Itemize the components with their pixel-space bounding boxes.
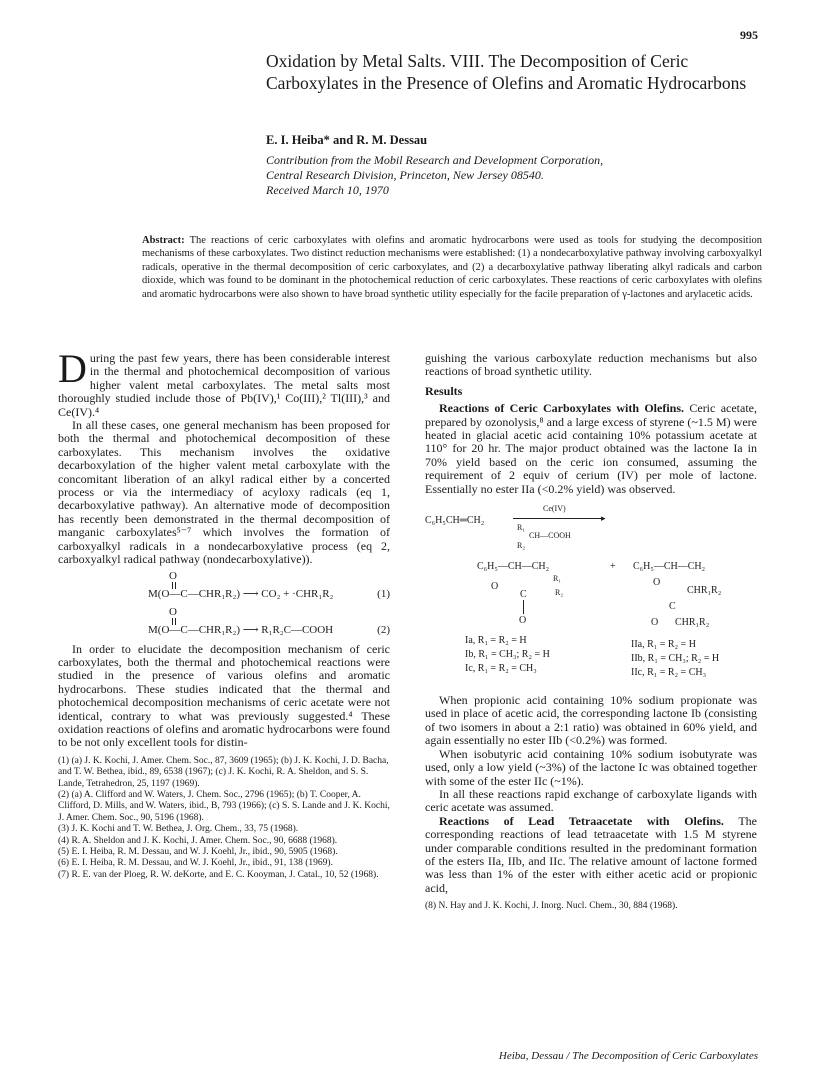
- scheme-reagent-r1: R₁: [517, 523, 526, 533]
- footnote-7: (7) R. E. van der Ploeg, R. W. deKorte, and E. C. Kooyman, J. Catal., 10, 52 (1968).: [58, 869, 379, 880]
- lactone-r2: R₂: [555, 588, 564, 598]
- article-title: Oxidation by Metal Salts. VIII. The Decomposition of Ceric Carboxylates in the Presence of Olefins and Aromatic Hydrocarbons: [266, 51, 747, 93]
- results-heading: Results: [425, 383, 463, 398]
- page-number: 995: [740, 28, 758, 42]
- intro-text-1: uring the past few years, there has been considerable interest in the thermal and photochemical decomposition of various higher valent metal carboxylates. The metal salts most thoroughly studied include those of Pb(IV),¹ Co(III),² Tl(III),³ and Ce(IV).⁴: [58, 351, 390, 419]
- subheading-lead-olefins: Reactions of Lead Tetraacetate with Olefins.: [439, 813, 724, 828]
- lactone-co-bond: [523, 600, 524, 614]
- eq1-carbonyl-o: O: [169, 569, 177, 582]
- ester-label-b: IIb, R₁ = CH₃; R₂ = H: [631, 653, 720, 665]
- abstract-label: Abstract:: [142, 235, 185, 246]
- footnote-1: (1) (a) J. K. Kochi, J. Amer. Chem. Soc., 87, 3609 (1965); (b) J. K. Kochi, J. D. Bacha, and T. W. Bethea, ibid., 89, 6538 (1967); (c) J. K. Kochi, R. A. Sheldon, and S. S. Lande, Tetrahedron, 25, 1197 (1969).: [58, 755, 389, 789]
- scheme-reagent-acid: CH—COOH: [529, 531, 571, 541]
- eq2-number: (2): [377, 623, 390, 636]
- abstract: [142, 234, 762, 301]
- lead-text: The corresponding reactions of lead tetraacetate with 1.5 M styrene under comparable conditions resulted in the predominant formation of the esters IIa, IIb, and IIc. The relative amount of lactone formed was less than 1% of the ester with either acetic acid or propionic acid,: [425, 813, 757, 895]
- footnote-5: (5) E. I. Heiba, R. M. Dessau, and W. J. Koehl, Jr., ibid., 90, 5905 (1968).: [58, 847, 338, 857]
- scheme-arrowhead: ▸: [601, 513, 606, 524]
- ester-c: C: [669, 601, 676, 613]
- scheme-reagent: Ce(IV): [543, 504, 566, 514]
- scheme-reagent-r2: R₂: [517, 541, 526, 551]
- ester-chr1: CHR₁R₂: [687, 585, 722, 597]
- ester-label-a: IIa, R₁ = R₂ = H: [631, 639, 696, 651]
- scheme-arrow: [513, 518, 605, 519]
- reaction-scheme: [425, 500, 757, 690]
- intro-paragraph-1: [58, 346, 390, 419]
- right-column: [425, 352, 757, 913]
- lactone-carbonyl-c: C: [520, 589, 527, 601]
- drop-cap: D: [58, 346, 87, 391]
- ester-label-c: IIc, R₁ = R₂ = CH₃: [631, 667, 707, 679]
- lactone-top: C₆H₅—CH—CH₂: [477, 561, 550, 573]
- scheme-plus: +: [610, 561, 616, 573]
- intro-paragraph-2: In all these cases, one general mechanism has been proposed for both the thermal and photochemical decomposition of these carboxylates. This mechanism involves the oxidative decarboxylation of the higher valent metal carboxylate with the concomitant liberation of an alkyl radical either by a concerted process or via the intermediacy of acyloxy radicals (eq 1, decarboxylative pathway). An alternative mode of decomposition has recently been demonstrated in the thermal decomposition of manganic carboxylates⁵⁻⁷ which involves the formation of carboxyalkyl radicals in a nondecarboxylative process (eq 2, carboxyalkyl radical pathway (nondecarboxylative)).: [58, 418, 390, 567]
- affiliation: [266, 153, 766, 198]
- affiliation-line-2: Central Research Division, Princeton, New Jersey 08540.: [266, 168, 544, 182]
- affiliation-line-1: Contribution from the Mobil Research and Development Corporation,: [266, 153, 604, 167]
- lactone-label-b: Ib, R₁ = CH₃; R₂ = H: [465, 649, 550, 661]
- authors: E. I. Heiba* and R. M. Dessau: [266, 133, 428, 147]
- equation-2: [58, 607, 390, 639]
- footnote-8: (8) N. Hay and J. K. Kochi, J. Inorg. Nucl. Chem., 30, 884 (1968).: [425, 901, 678, 912]
- running-footer: Heiba, Dessau / The Decomposition of Ceric Carboxylates: [498, 1050, 758, 1062]
- isobutyric-paragraph: When isobutyric acid containing 10% sodium isobutyrate was used, only a low yield (~3%) of the lactone Ic was obtained together with some of the ester IIc (~1%).: [425, 746, 757, 788]
- lead-paragraph: [425, 815, 757, 895]
- footnote-4: (4) R. A. Sheldon and J. K. Kochi, J. Amer. Chem. Soc., 90, 6688 (1968).: [58, 835, 338, 846]
- eq1-number: (1): [377, 587, 390, 600]
- footnote-3: (3) J. K. Kochi and T. W. Bethea, J. Org. Chem., 33, 75 (1968).: [58, 824, 299, 835]
- lactone-r1: R₁: [553, 574, 562, 584]
- ester-top: C₆H₅—CH—CH₂: [633, 561, 706, 573]
- scheme-reactant: C₆H₅CH═CH₂: [425, 515, 485, 527]
- ceric-olefin-text: Ceric acetate, prepared by ozonolysis,⁸ and a large excess of styrene (~1.5 M) were heated in glacial acetic acid containing 10% potassium acetate at 110° for 20 hr. The major product obtained was the lactone Ia in 70% yield based on the ceric ion consumed, assuming the requirement of 2 equiv of cerium (IV) per mole of lactone. Essentially no ester IIa (<0.2% yield) was observed.: [425, 401, 757, 496]
- footnote-6: (6) E. I. Heiba, R. M. Dessau, and W. J. Koehl, Jr., ibid., 91, 138 (1969).: [58, 858, 333, 869]
- ester-o1: O: [653, 577, 661, 589]
- footnotes: [58, 756, 390, 881]
- left-column: [58, 346, 390, 881]
- eq2-text: M(O—C—CHR₁R₂) ⟶ R₁R₂C—COOH: [148, 623, 334, 636]
- equation-1: [58, 571, 390, 603]
- exchange-paragraph: In all these reactions rapid exchange of carboxylate ligands with ceric acetate was assumed.: [425, 786, 757, 815]
- ester-o2: O: [651, 617, 659, 629]
- intro-paragraph-3: In order to elucidate the decomposition mechanism of ceric carboxylates, both the thermal and photochemical reactions were studied in the presence of various olefins and aromatic hydrocarbons. These studies indicated that the thermal and photochemical decomposition mechanisms of ceric acetate were not identical, contrary to what was previously suggested.⁴ These oxidation reactions of olefins and aromatic hydrocarbons were found to be not only excellent tools for distin-: [58, 641, 390, 750]
- subheading-ceric-olefins: Reactions of Ceric Carboxylates with Olefins.: [439, 401, 685, 416]
- abstract-text: The reactions of ceric carboxylates with olefins and aromatic hydrocarbons were used as tools for studying the decomposition mechanisms of these carboxylates. Two distinct reduction mechanisms were established: (1) a nondecarboxylative pathway involving carboxyalkyl radicals, operative in the thermal decomposition of ceric carboxylates, and (2) a decarboxylative pathway liberating alkyl radicals and carbon dioxide, which was found to be dominant in the photochemical reduction of ceric carboxylates. These reactions of ceric carboxylates with olefins and aromatic hydrocarbons were also shown to have broad synthetic utility especially for the facile preparation of γ-lactones and arylacetic acids.: [142, 235, 762, 300]
- ceric-olefin-paragraph: [425, 402, 757, 496]
- received-date: Received March 10, 1970: [266, 183, 389, 197]
- ester-chr2: CHR₁R₂: [675, 617, 710, 629]
- eq1-text: M(O—C—CHR₁R₂) ⟶ CO₂ + ·CHR₁R₂: [148, 587, 334, 600]
- lactone-label-c: Ic, R₁ = R₂ = CH₃: [465, 663, 537, 675]
- lactone-carbonyl-o: O: [519, 615, 527, 627]
- propionic-paragraph: When propionic acid containing 10% sodium propionate was used in place of acetic acid, the corresponding lactone Ib (consisting of two isomers in about a 2:1 ratio) was obtained in 60% yield, and again essentially no ester IIb (<0.2%) was formed.: [425, 693, 757, 748]
- lactone-label-a: Ia, R₁ = R₂ = H: [465, 635, 527, 647]
- lactone-ring-o: O: [491, 581, 499, 593]
- eq2-carbonyl-o: O: [169, 605, 177, 618]
- continued-paragraph: guishing the various carboxylate reduction mechanisms but also reactions of broad synthetic utility.: [425, 351, 757, 379]
- footnote-2: (2) (a) A. Clifford and W. Waters, J. Chem. Soc., 2796 (1965); (b) T. Cooper, A. Clifford, D. Mills, and W. Waters, ibid., B, 793 (1966); (c) S. S. Lande and J. K. Kochi, J. Amer. Chem. Soc., 90, 5196 (1968).: [58, 789, 390, 823]
